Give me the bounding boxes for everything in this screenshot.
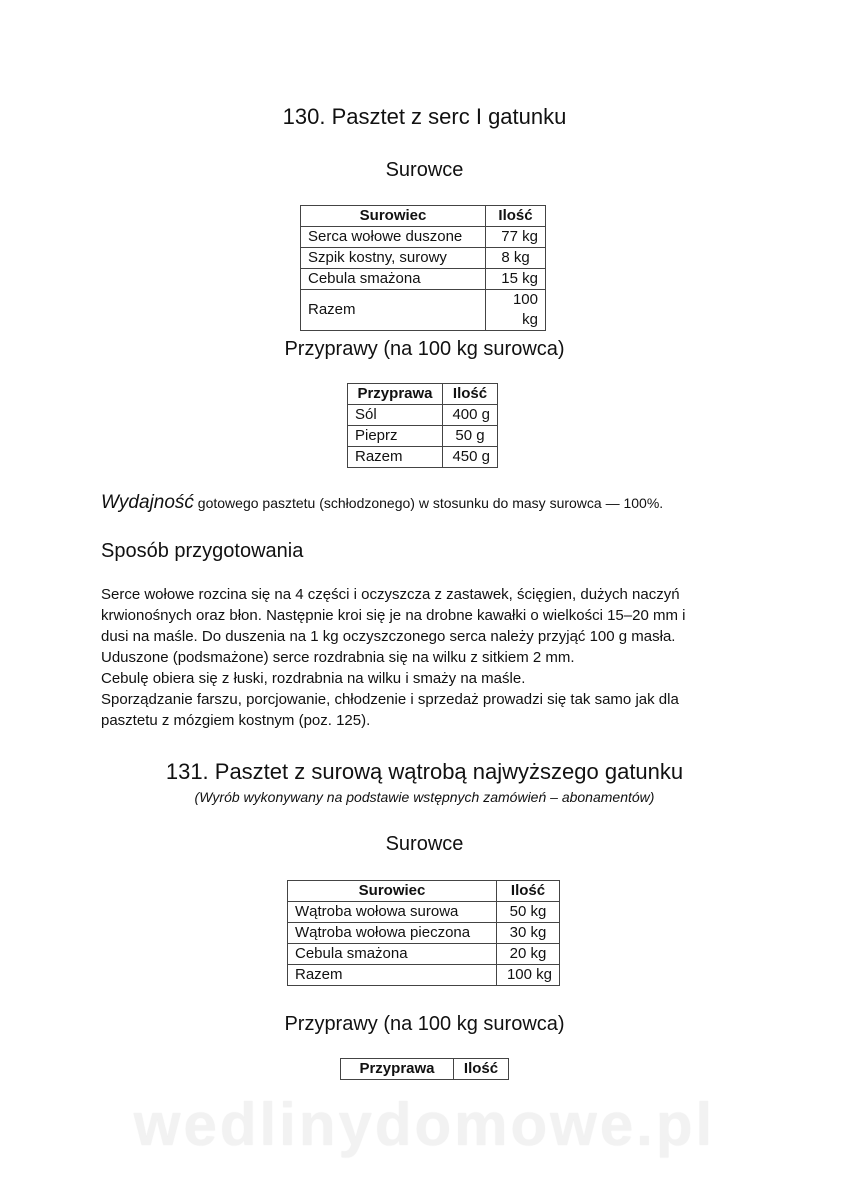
cell-qty: 15 kg <box>486 269 546 290</box>
yield-label: Wydajność <box>101 492 194 513</box>
section-131-raw-table <box>287 880 560 986</box>
table-row <box>288 944 560 965</box>
cell-name: Razem <box>348 447 443 468</box>
cell-qty: 20 kg <box>497 944 560 965</box>
table-row <box>288 902 560 923</box>
cell-qty: 100 kg <box>486 290 546 331</box>
table-row <box>288 923 560 944</box>
header-przyprawa: Przyprawa <box>341 1059 454 1080</box>
cell-name: Pieprz <box>348 426 443 447</box>
cell-name: Razem <box>288 965 497 986</box>
cell-name: Razem <box>301 290 486 331</box>
cell-name: Cebula smażona <box>288 944 497 965</box>
cell-qty: 50 g <box>443 426 498 447</box>
method-line: Serce wołowe rozcina się na 4 części i oczyszcza z zastawek, ścięgien, dużych naczyń <box>101 586 680 603</box>
method-line: pasztetu z mózgiem kostnym (poz. 125). <box>101 712 371 729</box>
section-131-raw-heading: Surowce <box>385 833 464 855</box>
method-line: Cebulę obiera się z łuski, rozdrabnia na wilku i smaży na maśle. <box>101 670 526 687</box>
method-line: Uduszone (podsmażone) serce rozdrabnia się na wilku z sitkiem 2 mm. <box>101 649 575 666</box>
header-surowiec: Surowiec <box>301 206 486 227</box>
yield-line <box>101 492 801 514</box>
method-line: Sporządzanie farszu, porcjowanie, chłodzenie i sprzedaż prowadzi się tak samo jak dla <box>101 691 679 708</box>
cell-name: Sól <box>348 405 443 426</box>
yield-text: gotowego pasztetu (schłodzonego) w stosunku do masy surowca — 100%. <box>193 495 664 511</box>
section-131-title: 131. Pasztet z surową wątrobą najwyższego gatunku <box>165 759 684 784</box>
header-ilosc: Ilość <box>497 881 560 902</box>
cell-qty: 450 g <box>443 447 498 468</box>
cell-qty: 77 kg <box>486 227 546 248</box>
table-row <box>348 426 498 447</box>
cell-name: Wątroba wołowa pieczona <box>288 923 497 944</box>
cell-qty: 8 kg <box>486 248 546 269</box>
table-row <box>301 269 546 290</box>
header-ilosc: Ilość <box>486 206 546 227</box>
table-row <box>301 227 546 248</box>
section-130-spices-table <box>347 383 498 468</box>
table-row <box>288 965 560 986</box>
section-130-title: 130. Pasztet z serc I gatunku <box>282 104 567 129</box>
header-surowiec: Surowiec <box>288 881 497 902</box>
cell-name: Cebula smażona <box>301 269 486 290</box>
section-130-raw-table <box>300 205 546 331</box>
cell-qty: 50 kg <box>497 902 560 923</box>
cell-name: Serca wołowe duszone <box>301 227 486 248</box>
section-130-raw-heading: Surowce <box>385 159 464 181</box>
section-131-spices-table <box>340 1058 509 1080</box>
table-row <box>301 248 546 269</box>
cell-name: Szpik kostny, surowy <box>301 248 486 269</box>
cell-name: Wątroba wołowa surowa <box>288 902 497 923</box>
section-131-spices-heading: Przyprawy (na 100 kg surowca) <box>284 1013 565 1035</box>
watermark-text: wedlinydomowe.pl <box>133 1091 716 1158</box>
method-paragraph <box>101 584 801 731</box>
method-line: krwionośnych oraz błon. Następnie kroi się je na drobne kawałki o wielkości 15–20 mm i <box>101 607 686 624</box>
method-heading: Sposób przygotowania <box>101 540 304 562</box>
cell-qty: 30 kg <box>497 923 560 944</box>
header-ilosc: Ilość <box>443 384 498 405</box>
method-line: dusi na maśle. Do duszenia na 1 kg oczyszczonego serca należy przyjąć 100 g masła. <box>101 628 676 645</box>
section-130-spices-heading: Przyprawy (na 100 kg surowca) <box>284 338 565 360</box>
section-131-note: (Wyrób wykonywany na podstawie wstępnych zamówień – abonamentów) <box>194 789 655 805</box>
cell-qty: 400 g <box>443 405 498 426</box>
table-row <box>348 447 498 468</box>
table-row <box>301 290 546 331</box>
cell-qty: 100 kg <box>497 965 560 986</box>
header-ilosc: Ilość <box>454 1059 509 1080</box>
table-row <box>348 405 498 426</box>
header-przyprawa: Przyprawa <box>348 384 443 405</box>
